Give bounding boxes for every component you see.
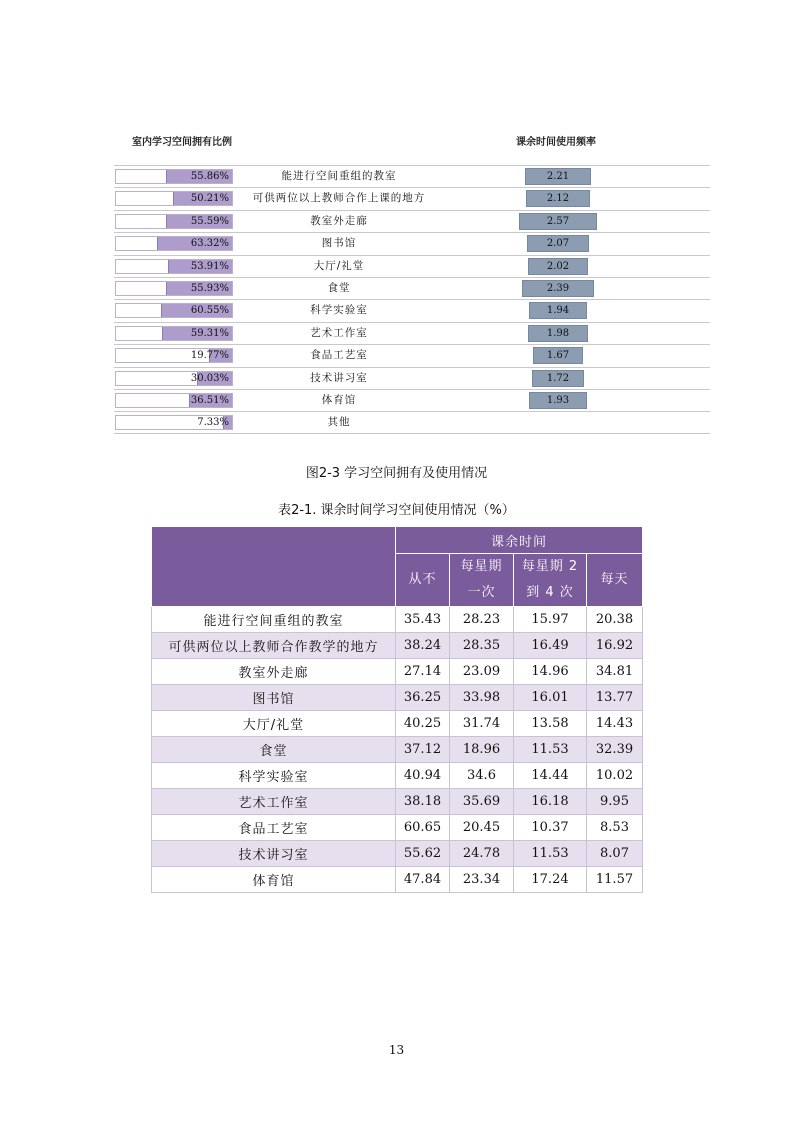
chart-category-label: 教室外走廊 <box>310 214 368 227</box>
ownership-bar-track <box>115 169 233 184</box>
row-label: 食品工艺室 <box>152 815 396 841</box>
table-cell: 10.37 <box>514 815 587 841</box>
table-corner-header <box>152 527 396 607</box>
table-cell: 14.44 <box>514 763 587 789</box>
table-row <box>152 737 643 763</box>
table-cell: 35.43 <box>396 607 450 633</box>
column-header-line: 到 4 次 <box>526 585 574 600</box>
chart-category-label: 可供两位以上教师合作上课的地方 <box>252 192 426 205</box>
table-cell: 40.94 <box>396 763 450 789</box>
table-cell: 10.02 <box>587 763 643 789</box>
ownership-bar-track <box>115 191 233 206</box>
table-cell: 34.6 <box>450 763 514 789</box>
ownership-bar-track <box>115 393 233 408</box>
row-label: 可供两位以上教师合作教学的地方 <box>152 633 396 659</box>
table-cell: 14.43 <box>587 711 643 737</box>
ownership-bar-track <box>115 371 233 386</box>
table-row <box>152 867 643 893</box>
ownership-value: 19.77% <box>190 350 229 362</box>
table-cell: 24.78 <box>450 841 514 867</box>
table-cell: 27.14 <box>396 659 450 685</box>
chart-category-label: 体育馆 <box>321 393 357 406</box>
table-cell: 37.12 <box>396 737 450 763</box>
table-cell: 11.57 <box>587 867 643 893</box>
chart-category-label: 图书馆 <box>321 237 357 250</box>
table-cell: 38.24 <box>396 633 450 659</box>
ownership-bar-track <box>115 281 233 296</box>
chart-category-label: 其他 <box>327 416 351 429</box>
chart-category-label: 食堂 <box>327 281 351 294</box>
ownership-bar-track <box>115 259 233 274</box>
ownership-bar-track <box>115 326 233 341</box>
table-cell: 47.84 <box>396 867 450 893</box>
usage-value: 2.57 <box>546 215 570 227</box>
chart-category-label: 科学实验室 <box>310 304 368 317</box>
table-cell: 17.24 <box>514 867 587 893</box>
table-cell: 11.53 <box>514 841 587 867</box>
table-cell: 60.65 <box>396 815 450 841</box>
table-cell: 55.62 <box>396 841 450 867</box>
column-header-line: 每星期 <box>460 559 503 574</box>
ownership-value: 7.33% <box>197 417 229 429</box>
chart-row <box>114 232 710 254</box>
usage-value: 2.07 <box>546 238 570 250</box>
ownership-value: 36.51% <box>190 394 229 406</box>
chart-row <box>114 210 710 232</box>
table-cell: 23.09 <box>450 659 514 685</box>
table-cell: 28.23 <box>450 607 514 633</box>
table-row <box>152 607 643 633</box>
table-cell: 36.25 <box>396 685 450 711</box>
chart-left-title: 室内学习空间拥有比例 <box>132 137 232 148</box>
table-body <box>152 607 643 893</box>
usage-value: 2.39 <box>546 282 570 294</box>
usage-value: 1.67 <box>546 350 570 362</box>
ownership-value: 50.21% <box>190 193 229 205</box>
table-cell: 38.18 <box>396 789 450 815</box>
table-cell: 16.92 <box>587 633 643 659</box>
chart-row <box>114 255 710 277</box>
table-row <box>152 633 643 659</box>
row-label: 大厅/礼堂 <box>152 711 396 737</box>
table-cell: 23.34 <box>450 867 514 893</box>
table-cell: 8.53 <box>587 815 643 841</box>
column-header <box>587 554 643 607</box>
ownership-value: 55.86% <box>190 171 229 182</box>
figure-caption: 图2-3 学习空间拥有及使用情况 <box>305 466 488 481</box>
column-header <box>514 554 587 607</box>
row-label: 食堂 <box>152 737 396 763</box>
chart-right-title: 课余时间使用频率 <box>516 137 596 148</box>
row-label: 艺术工作室 <box>152 789 396 815</box>
table-row <box>152 841 643 867</box>
table-row <box>152 763 643 789</box>
usage-value: 1.98 <box>546 327 570 339</box>
chart-category-label: 技术讲习室 <box>310 371 368 384</box>
row-label: 教室外走廊 <box>152 659 396 685</box>
chart-row <box>114 411 710 433</box>
table-cell: 16.18 <box>514 789 587 815</box>
row-label: 图书馆 <box>152 685 396 711</box>
table-cell: 33.98 <box>450 685 514 711</box>
column-header <box>396 554 450 607</box>
page-number: 13 <box>388 1043 405 1057</box>
row-label: 技术讲习室 <box>152 841 396 867</box>
table-cell: 14.96 <box>514 659 587 685</box>
ownership-value: 59.31% <box>190 327 229 339</box>
ownership-bar-track <box>115 236 233 251</box>
chart-row <box>114 277 710 299</box>
row-label: 科学实验室 <box>152 763 396 789</box>
table-cell: 9.95 <box>587 789 643 815</box>
ownership-value: 60.55% <box>190 305 229 317</box>
table-cell: 31.74 <box>450 711 514 737</box>
row-label: 体育馆 <box>152 867 396 893</box>
table-cell: 15.97 <box>514 607 587 633</box>
table-cell: 13.58 <box>514 711 587 737</box>
table-row <box>152 659 643 685</box>
table-caption: 表2-1. 课余时间学习空间使用情况（%） <box>278 503 515 518</box>
table-cell: 16.49 <box>514 633 587 659</box>
column-header <box>450 554 514 607</box>
table-cell: 35.69 <box>450 789 514 815</box>
table-cell: 28.35 <box>450 633 514 659</box>
table-row <box>152 789 643 815</box>
chart-row <box>114 187 710 209</box>
column-header-line: 每星期 2 <box>521 559 579 574</box>
chart-row <box>114 322 710 344</box>
ownership-value: 63.32% <box>190 238 229 250</box>
table-cell: 40.25 <box>396 711 450 737</box>
chart-row <box>114 344 710 366</box>
row-label: 能进行空间重组的教室 <box>152 607 396 633</box>
chart-category-label: 食品工艺室 <box>310 349 368 362</box>
chart-category-label: 大厅/礼堂 <box>313 259 365 272</box>
table-row <box>152 711 643 737</box>
table-cell: 32.39 <box>587 737 643 763</box>
usage-value: 2.02 <box>546 260 570 272</box>
table-cell: 18.96 <box>450 737 514 763</box>
chart-row <box>114 299 710 321</box>
chart-row <box>114 367 710 389</box>
ownership-value: 30.03% <box>190 372 229 384</box>
column-header-line: 从不 <box>408 572 437 587</box>
table-cell: 20.45 <box>450 815 514 841</box>
table-cell: 8.07 <box>587 841 643 867</box>
column-header-line: 每天 <box>600 572 629 587</box>
chart-category-label: 能进行空间重组的教室 <box>281 170 397 182</box>
ownership-bar-track <box>115 415 233 430</box>
table-cell: 13.77 <box>587 685 643 711</box>
table-cell: 16.01 <box>514 685 587 711</box>
usage-value: 2.21 <box>546 171 570 182</box>
table-row <box>152 685 643 711</box>
ownership-bar-track <box>115 303 233 318</box>
chart-row <box>114 389 710 411</box>
usage-value: 1.93 <box>546 394 570 406</box>
table-cell: 20.38 <box>587 607 643 633</box>
ownership-value: 55.93% <box>190 282 229 294</box>
chart-row <box>114 165 710 187</box>
chart-category-label: 艺术工作室 <box>310 326 368 339</box>
group-header: 课余时间 <box>396 527 643 554</box>
table-cell: 34.81 <box>587 659 643 685</box>
ownership-bar-track <box>115 214 233 229</box>
column-header-line: 一次 <box>467 585 496 600</box>
space-usage-chart <box>114 165 710 434</box>
table-row <box>152 815 643 841</box>
usage-table <box>151 526 643 893</box>
table-cell: 11.53 <box>514 737 587 763</box>
ownership-bar-track <box>115 348 233 363</box>
ownership-value: 55.59% <box>190 215 229 227</box>
usage-value: 1.72 <box>546 372 570 384</box>
usage-value: 2.12 <box>546 193 570 205</box>
ownership-value: 53.91% <box>190 260 229 272</box>
usage-value: 1.94 <box>546 305 570 317</box>
